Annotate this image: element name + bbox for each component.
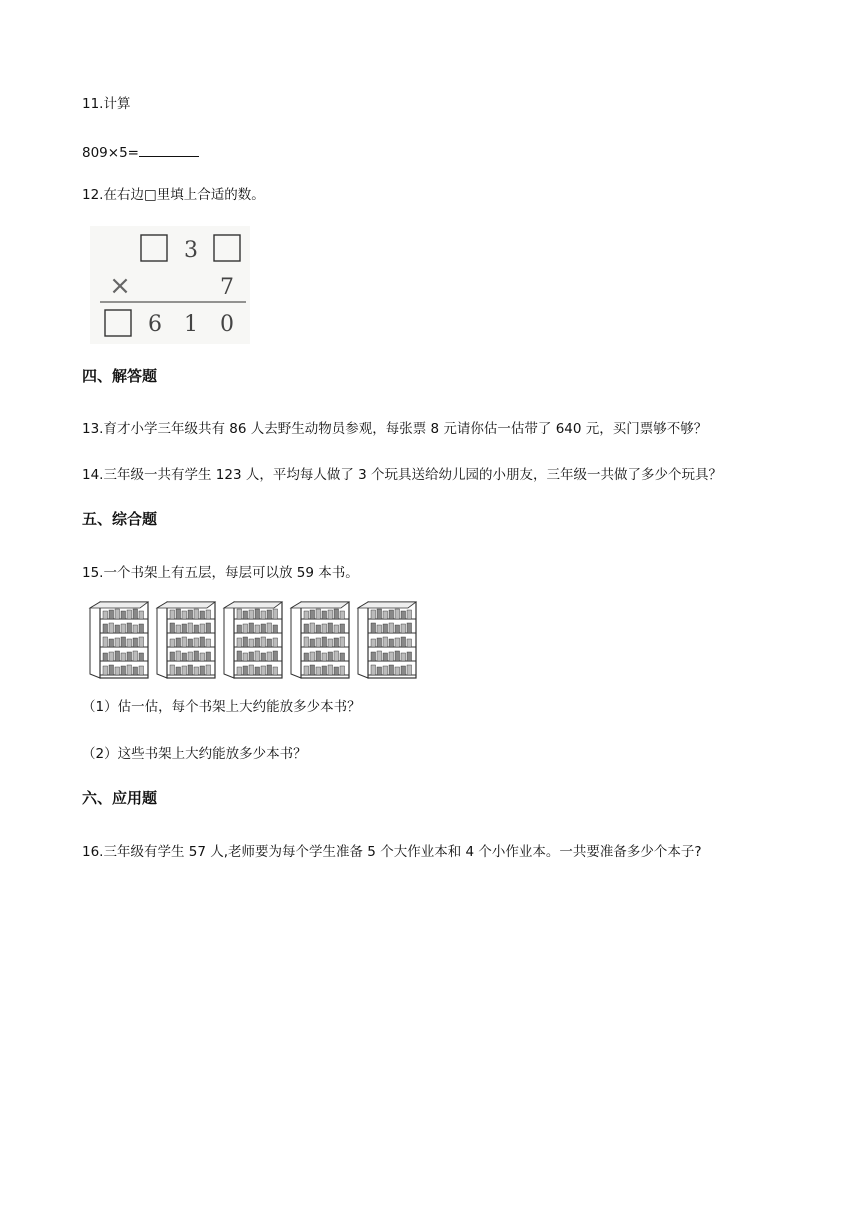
bookshelves-image	[84, 598, 424, 680]
question-11-expression	[82, 143, 199, 162]
bookshelf	[157, 602, 215, 678]
bookshelf	[291, 602, 349, 678]
times-operator: ×	[109, 271, 131, 301]
digit-box-ones	[214, 235, 240, 261]
result-digit-0: 0	[220, 312, 234, 337]
bookshelf	[358, 602, 416, 678]
question-15-part-2: （2）这些书架上大约能放多少本书？	[82, 746, 307, 762]
expression-text: 809×5=	[82, 145, 139, 161]
result-digit-6: 6	[148, 312, 162, 337]
multiplier-7: 7	[220, 275, 234, 300]
multiplication-figure	[90, 226, 250, 344]
bookshelf	[90, 602, 148, 678]
section-6-heading: 六、应用题	[82, 789, 158, 807]
result-digit-1: 1	[184, 312, 198, 337]
question-16: 16.三年级有学生 57 人,老师要为每个学生准备 5 个大作业本和 4 个小作业本。一共要准备多少个本子?	[82, 844, 702, 860]
digit-box-hundreds	[141, 235, 167, 261]
digit-box-thousands	[105, 310, 131, 336]
question-13: 13.育才小学三年级共有 86 人去野生动物员参观，每张票 8 元请你估一估带了 640 元，买门票够不够？	[82, 421, 708, 437]
digit-3: 3	[184, 238, 198, 263]
question-14: 14.三年级一共有学生 123 人，平均每人做了 3 个玩具送给幼儿园的小朋友，三年级一共做了多少个玩具？	[82, 467, 722, 483]
question-15: 15.一个书架上有五层，每层可以放 59 本书。	[82, 565, 359, 581]
section-4-heading: 四、解答题	[82, 367, 158, 385]
question-15-part-1: （1）估一估，每个书架上大约能放多少本书？	[82, 699, 361, 715]
bookshelf	[224, 602, 282, 678]
answer-blank[interactable]	[139, 143, 199, 157]
question-11-title: 11.计算	[82, 96, 131, 112]
section-5-heading: 五、综合题	[82, 510, 158, 528]
question-12-title: 12.在右边□里填上合适的数。	[82, 187, 265, 203]
